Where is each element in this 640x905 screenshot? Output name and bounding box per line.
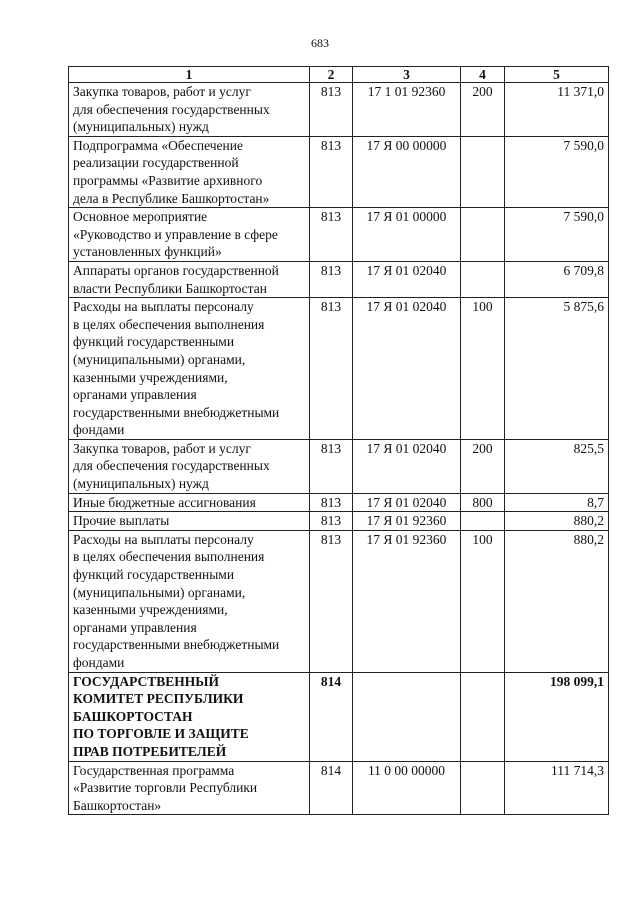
row-name-cell: Расходы на выплаты персоналу в целях обеспечения выполнения функций государственными (муниципальными) органами, казенными учреждениями, органами управления государственными внебюджетными фондами xyxy=(69,530,310,672)
row-ministry-cell: 813 xyxy=(310,83,353,137)
row-code-cell: 11 0 00 00000 xyxy=(353,761,461,815)
row-name-cell: Иные бюджетные ассигнования xyxy=(69,493,310,512)
row-amount-cell: 880,2 xyxy=(505,512,609,531)
table-row xyxy=(69,530,609,672)
row-amount-cell: 825,5 xyxy=(505,439,609,493)
header-row xyxy=(69,67,609,83)
row-amount-cell: 11 371,0 xyxy=(505,83,609,137)
row-amount-cell: 880,2 xyxy=(505,530,609,672)
row-name-cell: Основное мероприятие «Руководство и управление в сфере установленных функций» xyxy=(69,208,310,262)
row-code-cell: 17 Я 01 92360 xyxy=(353,530,461,672)
row-name-cell: Расходы на выплаты персоналу в целях обеспечения выполнения функций государственными (муниципальными) органами, казенными учреждениями, органами управления государственными внебюджетными фондами xyxy=(69,298,310,440)
row-ministry-cell: 813 xyxy=(310,261,353,297)
row-type-cell xyxy=(461,261,505,297)
row-amount-cell: 198 099,1 xyxy=(505,672,609,761)
row-type-cell: 200 xyxy=(461,439,505,493)
header-col-2: 2 xyxy=(310,67,353,83)
page-number: 683 xyxy=(311,36,329,50)
table-row xyxy=(69,439,609,493)
row-name-cell: Закупка товаров, работ и услуг для обеспечения государственных (муниципальных) нужд xyxy=(69,83,310,137)
table-row xyxy=(69,83,609,137)
row-amount-cell: 111 714,3 xyxy=(505,761,609,815)
row-type-cell: 800 xyxy=(461,493,505,512)
row-code-cell: 17 Я 01 02040 xyxy=(353,261,461,297)
row-name-cell: Закупка товаров, работ и услуг для обеспечения государственных (муниципальных) нужд xyxy=(69,439,310,493)
row-type-cell xyxy=(461,672,505,761)
row-type-cell: 100 xyxy=(461,298,505,440)
row-ministry-cell: 813 xyxy=(310,439,353,493)
row-type-cell xyxy=(461,208,505,262)
row-code-cell: 17 Я 01 02040 xyxy=(353,493,461,512)
row-name-cell: ГОСУДАРСТВЕННЫЙ КОМИТЕТ РЕСПУБЛИКИ БАШКОРТОСТАН ПО ТОРГОВЛЕ И ЗАЩИТЕ ПРАВ ПОТРЕБИТЕЛЕЙ xyxy=(69,672,310,761)
row-amount-cell: 6 709,8 xyxy=(505,261,609,297)
header-col-4: 4 xyxy=(461,67,505,83)
row-ministry-cell: 813 xyxy=(310,530,353,672)
row-ministry-cell: 813 xyxy=(310,512,353,531)
row-amount-cell: 5 875,6 xyxy=(505,298,609,440)
table-header xyxy=(69,67,609,83)
row-ministry-cell: 813 xyxy=(310,208,353,262)
table-row xyxy=(69,298,609,440)
row-ministry-cell: 814 xyxy=(310,672,353,761)
table-row xyxy=(69,512,609,531)
row-code-cell: 17 Я 01 00000 xyxy=(353,208,461,262)
row-code-cell: 17 Я 01 92360 xyxy=(353,512,461,531)
row-name-cell: Государственная программа «Развитие торговли Республики Башкортостан» xyxy=(69,761,310,815)
row-type-cell: 100 xyxy=(461,530,505,672)
table-row xyxy=(69,761,609,815)
row-code-cell: 17 Я 00 00000 xyxy=(353,136,461,207)
row-name-cell: Прочие выплаты xyxy=(69,512,310,531)
row-code-cell xyxy=(353,672,461,761)
row-code-cell: 17 1 01 92360 xyxy=(353,83,461,137)
row-type-cell xyxy=(461,136,505,207)
row-ministry-cell: 814 xyxy=(310,761,353,815)
header-col-5: 5 xyxy=(505,67,609,83)
row-ministry-cell: 813 xyxy=(310,136,353,207)
row-ministry-cell: 813 xyxy=(310,493,353,512)
header-col-3: 3 xyxy=(353,67,461,83)
table-row xyxy=(69,493,609,512)
table-row xyxy=(69,672,609,761)
table-body xyxy=(69,83,609,815)
table-row xyxy=(69,208,609,262)
row-amount-cell: 8,7 xyxy=(505,493,609,512)
table-row xyxy=(69,136,609,207)
row-code-cell: 17 Я 01 02040 xyxy=(353,298,461,440)
row-amount-cell: 7 590,0 xyxy=(505,208,609,262)
row-amount-cell: 7 590,0 xyxy=(505,136,609,207)
row-type-cell xyxy=(461,761,505,815)
row-type-cell xyxy=(461,512,505,531)
table-row xyxy=(69,261,609,297)
budget-table xyxy=(68,66,609,815)
row-ministry-cell: 813 xyxy=(310,298,353,440)
row-name-cell: Подпрограмма «Обеспечение реализации государственной программы «Развитие архивного дела в Республике Башкортостан» xyxy=(69,136,310,207)
row-name-cell: Аппараты органов государственной власти Республики Башкортостан xyxy=(69,261,310,297)
row-code-cell: 17 Я 01 02040 xyxy=(353,439,461,493)
header-col-1: 1 xyxy=(69,67,310,83)
row-type-cell: 200 xyxy=(461,83,505,137)
